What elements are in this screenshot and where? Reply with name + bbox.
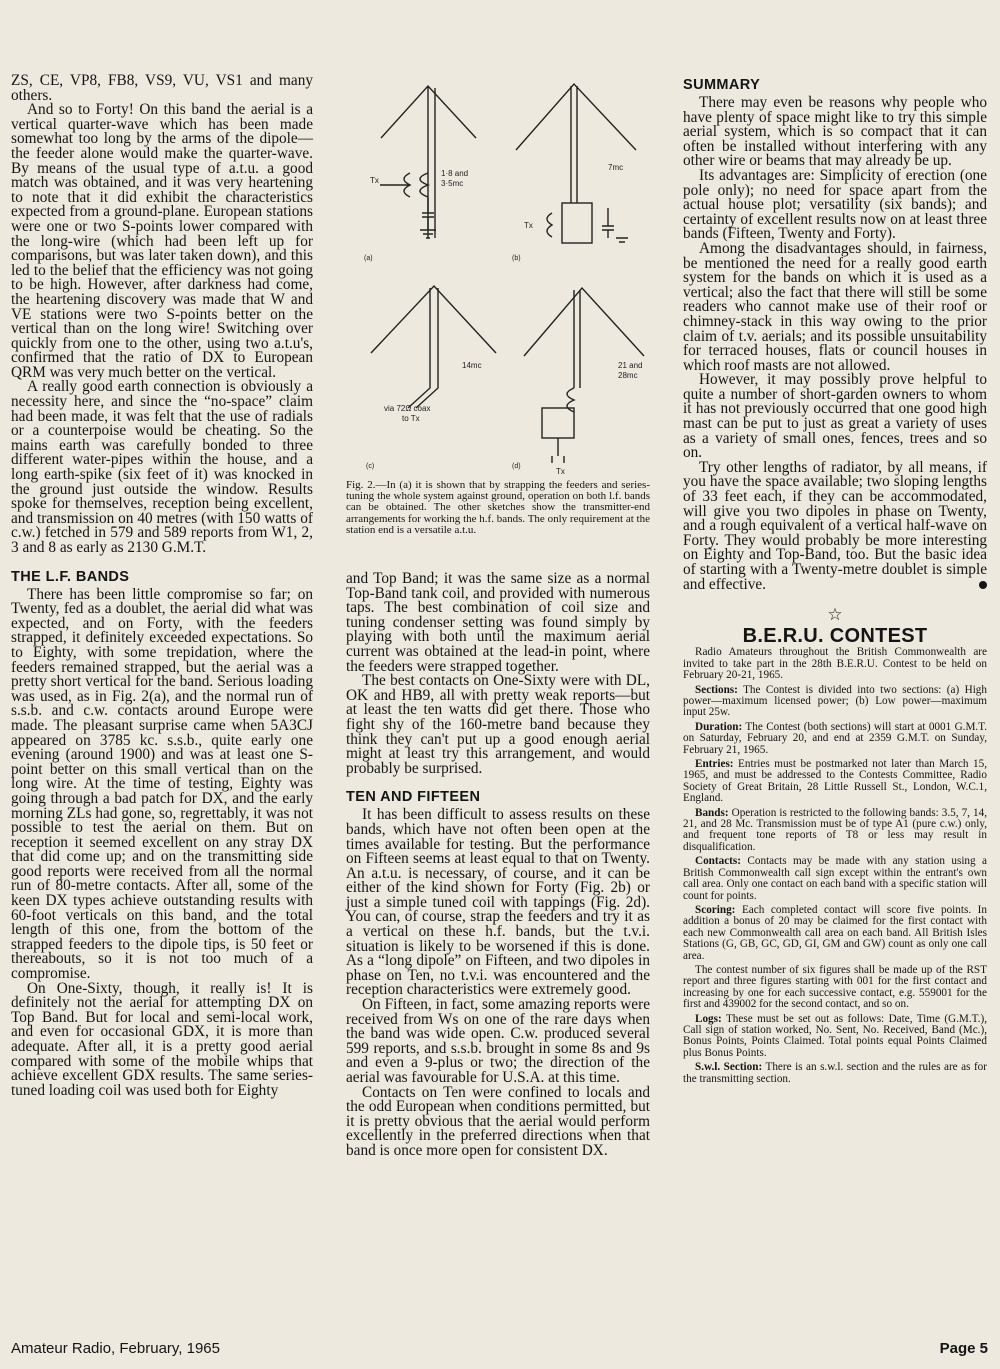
paragraph: On One-Sixty, though, it really is! It is definitely not the aerial for attempting DX on Top Band. But for local and semi-local work, and even for occasional GDX, it is more than adequate. After all, it is a pretty good aerial compared with some of the mobile whips that achieve excellent GDX results. The same series-tuned loading coil was used both for Eighty [11,979,313,1099]
diagram-label: (d) [512,463,521,470]
rule-label: Bands: [695,806,729,819]
paragraph: and Top Band; it was the same size as a normal Top-Band tank coil, and provided with numerous taps. The best combination of coil size and tuning condenser setting was found simply by playing with both until the maximum aerial current was obtained at the lead-in point, where the feeders were strapped together. [346,570,650,675]
contest-intro: Radio Amateurs throughout the British Commonwealth are invited to take part in the 28th B.E.R.U. Contest to be held on February 20-21, 1965. [683,646,987,682]
rule-label: Logs: [695,1012,722,1025]
freq-label: 14mc [462,361,482,370]
figure-caption: Fig. 2.—In (a) it is shown that by strapping the feeders and series-tuning the whole system against ground, operation on both l.f. bands can be obtained. The other sketches show the transmitter-end arrangements for working the h.f. bands. The only requirement at the station end is a versatile a.t.u. [346,479,650,536]
paragraph: On Fifteen, in fact, some amazing reports were received from Ws on one of the rare days when the band was wide open. C.w. produced several 599 reports, and s.s.b. brought in some 8s and 9s and even a 9-plus or two; the direction of the aerial was favourable for U.S.A. at this time. [346,996,650,1086]
diagram-b [512,84,636,262]
rule-duration [683,722,987,756]
freq-label: 21 and [618,361,643,370]
rule-scoring [683,905,987,962]
contest-title: B.E.R.U. CONTEST [742,624,928,647]
rule-logs [683,1014,987,1060]
rule-label: Entries: [695,758,734,771]
coax-label: to Tx [402,414,420,423]
freq-label: 7mc [608,163,624,172]
rule-number: The contest number of six figures shall be made up of the RST report and three figures starting with 001 for the first contact and increasing by one for each successive contact, e.g. 559001 for the first and 439002 for the second contact, and so on. [683,963,987,1011]
paragraph: ZS, CE, VP8, FB8, VS9, VU, VS1 and many others. [11,72,313,104]
page-footer [11,1340,988,1360]
paragraph: Contacts on Ten were confined to locals and the odd European when conditions permitted, but it is pretty obvious that the aerial would perform excellently in the preferred directions when that band is once more open for consistent DX. [346,1083,650,1159]
paragraph [683,458,987,593]
rule-entries [683,759,987,805]
freq-label: 1·8 and [441,169,469,178]
page-number: Page 5 [939,1340,988,1357]
paragraph: However, it may possibly prove helpful to quite a number of short-garden owners to whom it has not previously occurred that one good high mast can be put to just as great a variety of uses as a variety of small ones, fences, trees and so on. [683,371,987,462]
column-middle [346,572,650,1159]
paragraph: Its advantages are: Simplicity of erection (one pole only); no need for space apart from the actual house plot; versatility (six bands); and certainty of excellent results now on at least three bands (Fifteen, Twenty and Forty). [683,166,987,243]
end-mark-icon [979,581,987,589]
freq-label: 28mc [618,371,638,380]
paragraph: The best contacts on One-Sixty were with DL, OK and HB9, all with pretty weak reports—but at least the ten watts did get there. Those who fight shy of the 160-metre band because they think they can't put up a good enough aerial might at least try this arrangement, and would probably be surprised. [346,672,650,777]
rule-text: Entries must be postmarked not later than March 15, 1965, and must be addressed to the Contests Committee, Radio Society of Great Britain, 28 Little Russell St., London, W.C.1, England. [683,758,987,805]
contest-rules [683,647,987,1085]
rule-text: These must be set out as follows: Date, Time (G.M.T.), Call sign of station worked, No. Sent, No. Received, Band (Mc.), Bonus Points, Points Claimed. Total points equal Points Claimed plus Bonus Points. [683,1012,987,1059]
paragraph: There may even be reasons why people who have plenty of space might like to try this simple aerial system, which is so compact that it can often be installed without interfering with any other wire or beams that may already be up. [683,94,987,170]
rule-sections [683,685,987,719]
rule-text: Each completed contact will score five points. In addition a bonus of 20 may be claimed for the first contact with each new Commonwealth call area on each band. All British Isles Stations (G, GB, GC, GD, GI, GM and GW) count as only one call area. [683,903,987,962]
tx-label: Tx [370,176,379,185]
diagram-c [366,286,496,470]
rule-text: Contacts may be made with any station using a British Commonwealth call sign except within the entrant's own call area. Only one contact on each band with a specific station will count for points. [683,855,987,902]
rule-label: Sections: [695,683,738,696]
paragraph: There has been little compromise so far; on Twenty, fed as a doublet, the aerial did what was expected, and on Forty, with the feeders strapped, it definitely exceeded expectations. So to Eighty, with some trepidation, where the feeders remained strapped, but the aerial was a pretty short vertical for the band. Serious loading was used, as in Fig. 2(a), and the normal run of s.s.b. and c.w. contacts around Europe were made. The pleasant surprise came when 5A3CJ appeared on 3785 kc. s.s.b., quite early one evening (around 1900) and was at least one S-point better on this small vertical than on the long wire. At the time of testing, Eighty was going through a bad patch for DX, and the early morning ZLs had gone, so, regrettably, it was not possible to test the aerial on them. But on reception it seemed excellent on any stray DX that did come up; and on the transmitting side good reports were received from all the normal run of 80-metre contacts. After all, some of the keen DX types achieve outstanding results with 60-foot verticals on this band, and the total length of this one, from the bottom of the strapped feeders to the dipole tips, is 50 feet or thereabouts, so it is not too much of a compromise. [11,585,313,983]
freq-label: 3·5mc [441,179,464,188]
rule-swl [683,1062,987,1085]
diagram-a [364,86,476,262]
rule-text: Operation is restricted to the following bands: 3.5, 7, 14, 21, and 28 Mc. Transmission must be of type A1 (pure c.w.) only, and frequent tone reports of T8 or less may result in disqualification. [683,806,987,853]
section-heading-ten-fifteen: TEN AND FIFTEEN [346,789,481,806]
paragraph: Among the disadvantages should, in fairness, be mentioned the need for a really good earth system for the bands on which it is used as a vertical; also the fact that there will still be some readers who cannot make use of their roof or chimney-stack in this way owing to the prior claim of t.v. aerials; and its possible unsuitability for terraced houses, flats or council houses in which roof masts are not allowed. [683,239,987,374]
diagram-label: (b) [512,255,521,262]
tx-label: Tx [556,467,565,476]
section-heading-summary: SUMMARY [683,77,761,93]
rule-text: The Contest (both sections) will start at 0001 G.M.T. on Saturday, February 20, and end at 2359 G.M.T. on Sunday, February 21, 1965. [683,720,987,756]
figure-2 [346,78,650,536]
section-heading-lf-bands: THE L.F. BANDS [11,568,130,585]
star-icon: ☆ [827,605,843,625]
tx-label: Tx [524,221,533,230]
column-left [11,74,313,1098]
paragraph: And so to Forty! On this band the aerial is a vertical quarter-wave which has been made somewhat too long by the arms of the dipole—the feeder alone would make the quarter-wave. By means of the usual type of a.t.u. a good match was obtained, and it was very heartening to note that it did exhibit the characteristics expected from a ground-plane. European stations were one or two S-points lower compared with the long-wire (which had been left up for comparisons, but was later taken down), and this led to the belief that the efficiency was not going to be high. However, after darkness had come, the heartening discovery was made that W and VE stations were two S-points better on the vertical than on the long wire! Switching over quickly from one to the other, using two a.t.u's, confirmed that the ratio of DX to European QRM was very much better on the vertical. [11,101,313,381]
rule-label: Duration: [695,720,743,733]
rule-text: There is an s.w.l. section and the rules are as for the transmitting section. [683,1061,987,1085]
paragraph: A really good earth connection is obviously a necessity here, and since the “no-space” claim had been made, it was felt that the use of radials or a counterpoise would be cheating. So the mains earth was carefully bonded to three different water-pipes within the house, and a long earth-spike (six feet of it) was knocked in the ground just outside the window. Results spoke for themselves, reception being excellent, and transmission on 40 metres (with 150 watts of c.w.) fetched in 579 and 589 reports from W1, 2, 3 and 8 as early as 2130 G.M.T. [11,378,313,556]
paragraph-text: Try other lengths of radiator, by all means, if you have the space available; two sloping lengths of 33 feet each, if they can be accommodated, will give you two dipoles in phase on Twenty, and a rough equivalent of a vertical half-wave on Forty. They would probably be more interesting on Eighty and Top-Band, too. But the basic idea of starting with a Twenty-metre doublet is simple and effective. [683,458,987,593]
rule-label: Contacts: [695,855,741,868]
rule-label: Scoring: [695,903,736,916]
paragraph: It has been difficult to assess results on these bands, which have not often been open at the times available for testing. But the performance on Fifteen seems at least equal to that on Twenty. An a.t.u. is necessary, of course, and it can be either of the kind shown for Forty (Fig. 2b) or just a simple tuned coil with tappings (Fig. 2d). You can, of course, strap the feeders and try it as a vertical on these h.f. bands, but the t.v.i. situation is likely to be worsened if this is done. As a “long dipole” on Fifteen, and two dipoles in phase on Ten, no t.v.i. was encountered and the reception characteristics were extremely good. [346,806,650,999]
diagram-label: (c) [366,463,375,470]
aerial-diagrams [346,78,650,478]
column-right [683,74,987,1088]
diagram-label: (a) [364,255,373,262]
coax-label: via 72Ω coax [384,404,431,413]
rule-text: The Contest is divided into two sections: (a) High power—maximum licensed power; (b) Low power—maximum input 25w. [683,683,987,719]
rule-bands [683,808,987,854]
publication-info: Amateur Radio, February, 1965 [11,1340,220,1357]
rule-contacts [683,856,987,902]
diagram-d [512,288,644,476]
rule-label: S.w.l. Section: [695,1061,763,1074]
